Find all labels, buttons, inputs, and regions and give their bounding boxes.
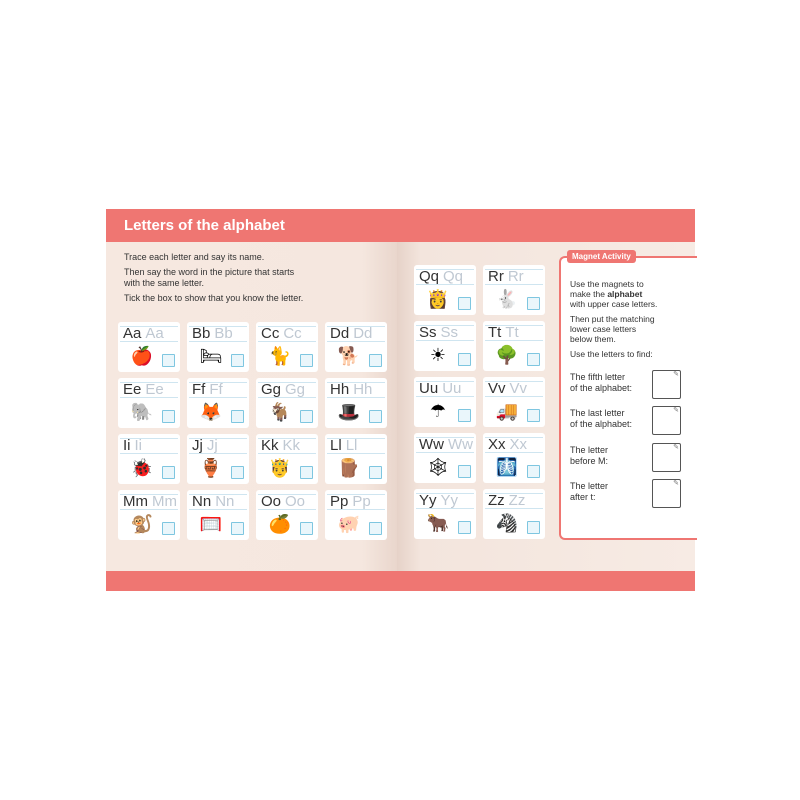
tick-box[interactable] xyxy=(458,465,471,478)
letter-trace[interactable]: Rr xyxy=(507,268,524,285)
hat-icon: 🎩 xyxy=(337,401,361,422)
instruction-line: Trace each letter and say its name. xyxy=(124,252,265,262)
queen-icon: 👸 xyxy=(426,288,450,309)
letter-pair xyxy=(123,437,142,454)
letter-card xyxy=(483,321,545,371)
letter-card xyxy=(256,490,318,540)
van-icon: 🚚 xyxy=(495,400,519,421)
magnet-text-bold: alphabet xyxy=(607,289,643,299)
letter-printed: Tt xyxy=(488,324,502,341)
magnet-text: Use the magnets to xyxy=(570,279,644,289)
letter-card xyxy=(187,434,249,484)
tick-box[interactable] xyxy=(527,297,540,310)
tick-box[interactable] xyxy=(300,522,313,535)
magnet-activity-tab: Magnet Activity xyxy=(567,250,636,263)
web-icon: 🕸 xyxy=(426,456,450,477)
page-title: Letters of the alphabet xyxy=(124,217,285,234)
letter-card xyxy=(187,322,249,372)
magnet-text xyxy=(570,289,685,299)
letter-printed: Aa xyxy=(123,325,142,342)
letter-pair xyxy=(330,493,371,510)
letter-printed: Dd xyxy=(330,325,350,342)
letter-pair xyxy=(123,381,164,398)
letter-printed: Qq xyxy=(419,268,440,285)
tick-box[interactable] xyxy=(231,410,244,423)
letter-trace[interactable]: Ee xyxy=(145,381,164,398)
letter-pair xyxy=(192,493,234,510)
letter-pair xyxy=(419,324,458,341)
letter-printed: Uu xyxy=(419,380,439,397)
letter-printed: Ff xyxy=(192,381,206,398)
umbrella-icon: ☂ xyxy=(429,400,447,421)
tick-box[interactable] xyxy=(458,353,471,366)
tick-box[interactable] xyxy=(162,522,175,535)
letter-card xyxy=(414,489,476,539)
letter-card xyxy=(483,489,545,539)
tick-box[interactable] xyxy=(369,522,382,535)
pig-icon: 🐖 xyxy=(337,513,361,534)
letter-card xyxy=(325,490,387,540)
letter-printed: Zz xyxy=(488,492,505,509)
letter-pair xyxy=(192,381,223,398)
letter-printed: Xx xyxy=(488,436,506,453)
left-page xyxy=(106,209,397,591)
letter-trace[interactable]: Vv xyxy=(509,380,528,397)
magnet-activity-panel xyxy=(559,252,697,540)
question-line: The letter xyxy=(570,445,609,455)
top-bar xyxy=(397,209,695,242)
letter-printed: Ll xyxy=(330,437,342,454)
letter-card xyxy=(118,378,180,428)
letter-trace[interactable]: Bb xyxy=(214,325,233,342)
letter-card xyxy=(187,378,249,428)
letter-card xyxy=(414,265,476,315)
tick-box[interactable] xyxy=(527,521,540,534)
king-icon: 🤴 xyxy=(268,457,292,478)
letter-card xyxy=(256,434,318,484)
magnet-text: with upper case letters. xyxy=(570,299,658,309)
letter-printed: Yy xyxy=(419,492,437,509)
letter-trace[interactable]: Ff xyxy=(209,381,223,398)
letter-pair xyxy=(330,325,372,342)
letter-pair xyxy=(488,268,524,285)
magnet-text: Then put the matching xyxy=(570,314,655,324)
letter-trace[interactable]: Yy xyxy=(440,492,459,509)
letter-printed: Ii xyxy=(123,437,131,454)
instruction-line: Tick the box to show that you know the letter. xyxy=(124,293,304,303)
letter-card xyxy=(414,433,476,483)
tick-box[interactable] xyxy=(162,466,175,479)
question-label xyxy=(570,445,608,467)
tick-box[interactable] xyxy=(458,521,471,534)
letter-pair xyxy=(419,268,463,285)
letter-trace[interactable]: Xx xyxy=(509,436,528,453)
question-line: after t: xyxy=(570,492,596,502)
letter-pair xyxy=(488,492,525,509)
dog-icon: 🐕 xyxy=(337,345,361,366)
letter-trace[interactable]: Nn xyxy=(215,493,235,510)
letter-trace[interactable]: Pp xyxy=(352,493,371,510)
question-label xyxy=(570,481,608,503)
fox-icon: 🦊 xyxy=(199,401,223,422)
letter-printed: Mm xyxy=(123,493,148,510)
letter-trace[interactable]: Aa xyxy=(145,325,164,342)
letter-card xyxy=(325,434,387,484)
tick-box[interactable] xyxy=(527,465,540,478)
letter-printed: Ee xyxy=(123,381,142,398)
magnet-text: Use the letters to find: xyxy=(570,349,653,359)
monkey-icon: 🐒 xyxy=(130,513,154,534)
letter-printed: Vv xyxy=(488,380,506,397)
letter-printed: Nn xyxy=(192,493,212,510)
elephant-icon: 🐘 xyxy=(130,401,154,422)
question-line: The letter xyxy=(570,481,609,491)
letter-pair xyxy=(261,437,300,454)
letter-card xyxy=(118,434,180,484)
bed-icon: 🛏 xyxy=(199,345,223,366)
letter-printed: Rr xyxy=(488,268,504,285)
letter-pair xyxy=(488,380,527,397)
letter-trace[interactable]: Ll xyxy=(345,437,358,454)
letter-card xyxy=(118,490,180,540)
letter-trace[interactable]: Jj xyxy=(206,437,218,454)
letter-pair xyxy=(488,436,527,453)
question-line: of the alphabet: xyxy=(570,383,633,393)
question-line: before M: xyxy=(570,456,609,466)
letter-card xyxy=(414,321,476,371)
letter-printed: Hh xyxy=(330,381,350,398)
letter-trace[interactable]: Kk xyxy=(282,437,301,454)
letter-trace[interactable]: Oo xyxy=(285,493,306,510)
letter-pair xyxy=(123,493,177,510)
x-ray-icon: 🩻 xyxy=(495,456,519,477)
letter-pair xyxy=(419,492,458,509)
letter-trace[interactable]: Qq xyxy=(443,268,464,285)
log-icon: 🪵 xyxy=(337,457,361,478)
letter-pair xyxy=(261,381,305,398)
title-bar xyxy=(106,209,397,242)
letter-printed: Ss xyxy=(419,324,437,341)
tick-box[interactable] xyxy=(527,353,540,366)
letter-trace[interactable]: Gg xyxy=(285,381,306,398)
tick-box[interactable] xyxy=(369,410,382,423)
letter-pair xyxy=(419,380,461,397)
bottom-bar xyxy=(106,571,695,591)
letter-card xyxy=(483,265,545,315)
letter-pair xyxy=(488,324,519,341)
tick-box[interactable] xyxy=(162,354,175,367)
answer-box[interactable] xyxy=(652,479,681,508)
letter-printed: Pp xyxy=(330,493,349,510)
letter-card xyxy=(483,433,545,483)
letter-card xyxy=(256,378,318,428)
letter-printed: Gg xyxy=(261,381,282,398)
instruction-line: Then say the word in the picture that starts xyxy=(124,267,295,277)
letter-trace[interactable]: Tt xyxy=(505,324,519,341)
answer-box[interactable] xyxy=(652,370,681,399)
goat-icon: 🐐 xyxy=(268,401,292,422)
tick-box[interactable] xyxy=(300,354,313,367)
letter-trace[interactable]: Mm xyxy=(152,493,177,510)
tick-box[interactable] xyxy=(369,354,382,367)
tick-box[interactable] xyxy=(458,409,471,422)
letter-card xyxy=(414,377,476,427)
letter-pair xyxy=(123,325,164,342)
tick-box[interactable] xyxy=(527,409,540,422)
answer-box[interactable] xyxy=(652,406,681,435)
letter-printed: Cc xyxy=(261,325,280,342)
question-line: of the alphabet: xyxy=(570,419,633,429)
answer-box[interactable] xyxy=(652,443,681,472)
question-label xyxy=(570,408,632,430)
orange-icon: 🍊 xyxy=(268,513,292,534)
net-icon: 🥅 xyxy=(199,513,223,534)
rabbit-icon: 🐇 xyxy=(495,288,519,309)
tick-box[interactable] xyxy=(458,297,471,310)
letter-trace[interactable]: Ww xyxy=(448,436,473,453)
tick-box[interactable] xyxy=(231,466,244,479)
letter-trace[interactable]: Uu xyxy=(442,380,462,397)
sun-icon: ☀ xyxy=(429,344,447,365)
instruction-line: with the same letter. xyxy=(124,278,205,288)
letter-trace[interactable]: Hh xyxy=(353,381,373,398)
letter-trace[interactable]: Ss xyxy=(440,324,459,341)
tick-box[interactable] xyxy=(162,410,175,423)
letter-card xyxy=(118,322,180,372)
magnet-text: lower case letters xyxy=(570,324,637,334)
letter-pair xyxy=(261,325,302,342)
letter-card xyxy=(483,377,545,427)
letter-printed: Jj xyxy=(192,437,203,454)
letter-printed: Kk xyxy=(261,437,279,454)
letter-card xyxy=(187,490,249,540)
magnet-text: below them. xyxy=(570,334,616,344)
letter-printed: Bb xyxy=(192,325,211,342)
magnet-text-pre: make the xyxy=(570,289,608,299)
letter-card xyxy=(256,322,318,372)
letter-card xyxy=(325,322,387,372)
letter-card xyxy=(325,378,387,428)
book-spread xyxy=(106,209,695,591)
question-label xyxy=(570,372,632,394)
letter-printed: Oo xyxy=(261,493,282,510)
letter-trace[interactable]: Ii xyxy=(134,437,142,454)
tick-box[interactable] xyxy=(300,466,313,479)
letter-trace[interactable]: Dd xyxy=(353,325,373,342)
jug-icon: 🏺 xyxy=(199,457,223,478)
tick-box[interactable] xyxy=(231,354,244,367)
letter-pair xyxy=(192,325,233,342)
letter-pair xyxy=(192,437,218,454)
apple-icon: 🍎 xyxy=(130,345,154,366)
yak-icon: 🐂 xyxy=(426,512,450,533)
letter-printed: Ww xyxy=(419,436,444,453)
tree-icon: 🌳 xyxy=(495,344,519,365)
tick-box[interactable] xyxy=(300,410,313,423)
tick-box[interactable] xyxy=(231,522,244,535)
letter-pair xyxy=(419,436,473,453)
tick-box[interactable] xyxy=(369,466,382,479)
cat-icon: 🐈 xyxy=(268,345,292,366)
letter-pair xyxy=(330,381,372,398)
letter-pair xyxy=(261,493,305,510)
letter-trace[interactable]: Zz xyxy=(508,492,526,509)
question-line: The last letter xyxy=(570,408,625,418)
insects-icon: 🐞 xyxy=(130,457,154,478)
letter-pair xyxy=(330,437,357,454)
letter-trace[interactable]: Cc xyxy=(283,325,302,342)
question-line: The fifth letter xyxy=(570,372,626,382)
zebra-icon: 🦓 xyxy=(495,512,519,533)
